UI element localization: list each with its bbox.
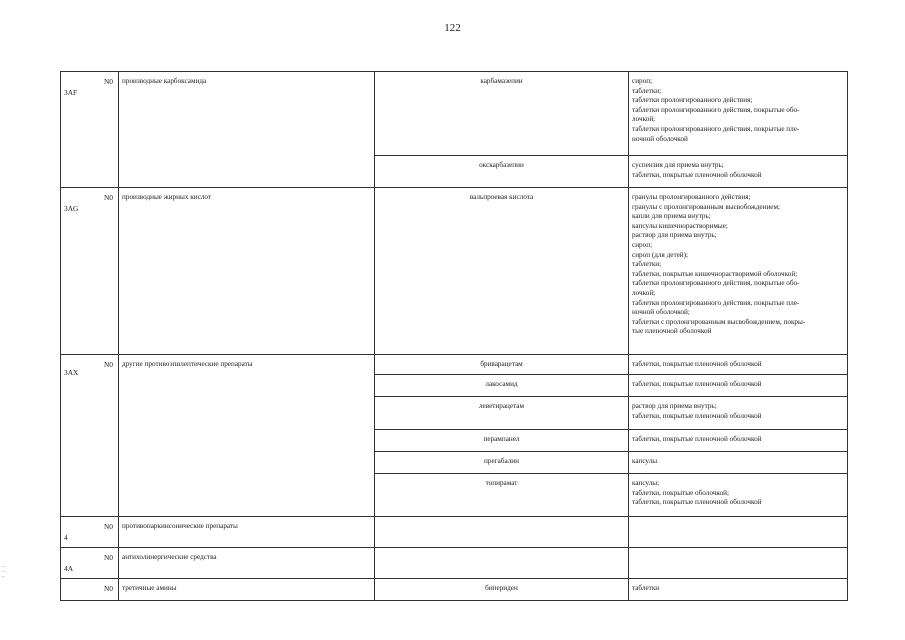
drug-name: перампанел xyxy=(375,430,629,452)
atc-group-name: производные жирных кислот xyxy=(119,188,375,355)
drug-name: вальпроевая кислота xyxy=(375,188,629,355)
atc-group-name: производные карбоксамида xyxy=(119,72,375,188)
atc-code-cell xyxy=(61,188,119,355)
dosage-form-line: таблетки пролонгированного действия, покрытые пле- xyxy=(632,298,800,307)
atc-code-cell xyxy=(61,355,119,517)
dosage-form-line: капсулы кишечнорастворимые; xyxy=(632,221,728,230)
dosage-form-line: ночной оболочкой xyxy=(632,134,688,143)
dosage-forms xyxy=(629,397,848,430)
dosage-form-line: таблетки, покрытые пленочной оболочкой xyxy=(632,380,762,388)
atc-code-suffix: N0 xyxy=(103,584,113,593)
dosage-form-line: капсулы; xyxy=(632,479,660,487)
atc-code: 4A xyxy=(64,564,74,573)
dosage-form-line: таблетки пролонгированного действия, покрытые пле- xyxy=(632,124,800,133)
margin-mark: – xyxy=(2,570,5,575)
atc-code-cell xyxy=(61,72,119,188)
dosage-form-line: сироп (для детей); xyxy=(632,250,689,259)
dosage-form-line: таблетки пролонгированного действия; xyxy=(632,96,753,105)
margin-mark: – xyxy=(2,565,5,570)
drug-name: бипериден xyxy=(375,579,629,601)
dosage-form-line: лочкой; xyxy=(632,115,656,124)
dosage-forms xyxy=(629,548,848,579)
dosage-form-line: лочкой; xyxy=(632,288,656,297)
atc-code-suffix: N0 xyxy=(103,193,113,202)
dosage-form-line: тые пленочной оболочкой xyxy=(632,327,712,336)
drug-name: лакосамид xyxy=(375,375,629,397)
dosage-forms xyxy=(629,579,848,601)
drug-name xyxy=(375,548,629,579)
atc-code-suffix: N0 xyxy=(103,522,113,531)
dosage-forms xyxy=(629,474,848,517)
dosage-form-line: сироп; xyxy=(632,77,653,85)
dosage-form-line: таблетки, покрытые пленочной оболочкой xyxy=(632,411,762,420)
atc-group-name: антихолинергические средства xyxy=(119,548,375,579)
dosage-forms xyxy=(629,430,848,452)
dosage-form-line: капсулы xyxy=(632,457,658,465)
dosage-form-line: раствор для приема внутрь; xyxy=(632,402,717,410)
dosage-form-line: сироп; xyxy=(632,240,653,249)
drug-name: топирамат xyxy=(375,474,629,517)
dosage-form-line: таблетки пролонгированного действия, покрытые обо- xyxy=(632,279,800,288)
dosage-form-line: таблетки xyxy=(632,584,660,592)
atc-code-suffix: N0 xyxy=(103,360,113,369)
table-row xyxy=(61,579,848,601)
atc-code-cell xyxy=(61,579,119,601)
table-row xyxy=(61,517,848,548)
dosage-form-line: таблетки, покрытые пленочной оболочкой xyxy=(632,170,762,179)
dosage-forms xyxy=(629,375,848,397)
dosage-forms xyxy=(629,355,848,375)
table-row xyxy=(61,355,848,375)
dosage-form-line: гранулы пролонгированного действия; xyxy=(632,193,751,201)
margin-marks xyxy=(2,565,5,580)
drug-name: прегабалин xyxy=(375,452,629,474)
dosage-forms xyxy=(629,156,848,188)
dosage-form-line: таблетки; xyxy=(632,260,662,269)
atc-code: 3AF xyxy=(64,88,78,97)
dosage-forms xyxy=(629,452,848,474)
dosage-form-line: капли для приема внутрь; xyxy=(632,212,711,221)
atc-code-cell xyxy=(61,548,119,579)
dosage-form-line: суспензия для приема внутрь; xyxy=(632,161,724,169)
dosage-form-line: ночной оболочкой; xyxy=(632,308,690,317)
atc-group-name: третичные амины xyxy=(119,579,375,601)
dosage-forms xyxy=(629,72,848,156)
atc-group-name: противопаркинсонические препараты xyxy=(119,517,375,548)
dosage-form-line: таблетки, покрытые пленочной оболочкой xyxy=(632,360,762,368)
drug-name xyxy=(375,517,629,548)
table-row xyxy=(61,548,848,579)
atc-group-name: другие противоэпилептические препараты xyxy=(119,355,375,517)
drug-name: леветирацетам xyxy=(375,397,629,430)
atc-code-cell xyxy=(61,517,119,548)
atc-code-suffix: N0 xyxy=(103,77,113,86)
page-number: 122 xyxy=(444,22,461,34)
drug-name: карбамазепин xyxy=(375,72,629,156)
atc-code: 3AG xyxy=(64,204,79,213)
dosage-form-line: таблетки, покрытые пленочной оболочкой xyxy=(632,498,762,507)
table-row xyxy=(61,188,848,355)
atc-code: 4 xyxy=(64,533,68,542)
dosage-form-line: таблетки, покрытые кишечнорастворимой оболочкой; xyxy=(632,269,798,278)
dosage-form-line: таблетки, покрытые пленочной оболочкой xyxy=(632,435,762,443)
dosage-form-line: гранулы с пролонгированным высвобождением; xyxy=(632,202,781,211)
atc-code: 3AX xyxy=(64,368,79,377)
drug-name: окскарбазепин xyxy=(375,156,629,188)
dosage-form-line: раствор для приема внутрь; xyxy=(632,231,717,240)
dosage-form-line: таблетки; xyxy=(632,86,662,95)
dosage-form-line: таблетки с пролонгированным высвобождением, покры- xyxy=(632,317,806,326)
margin-mark: – xyxy=(2,575,5,580)
atc-drug-table xyxy=(60,71,848,601)
table-row xyxy=(61,72,848,156)
dosage-form-line: таблетки пролонгированного действия, покрытые обо- xyxy=(632,105,800,114)
dosage-forms xyxy=(629,188,848,355)
dosage-form-line: таблетки, покрытые оболочкой; xyxy=(632,488,729,497)
atc-code-suffix: N0 xyxy=(103,553,113,562)
drug-name: бриварацетам xyxy=(375,355,629,375)
dosage-forms xyxy=(629,517,848,548)
